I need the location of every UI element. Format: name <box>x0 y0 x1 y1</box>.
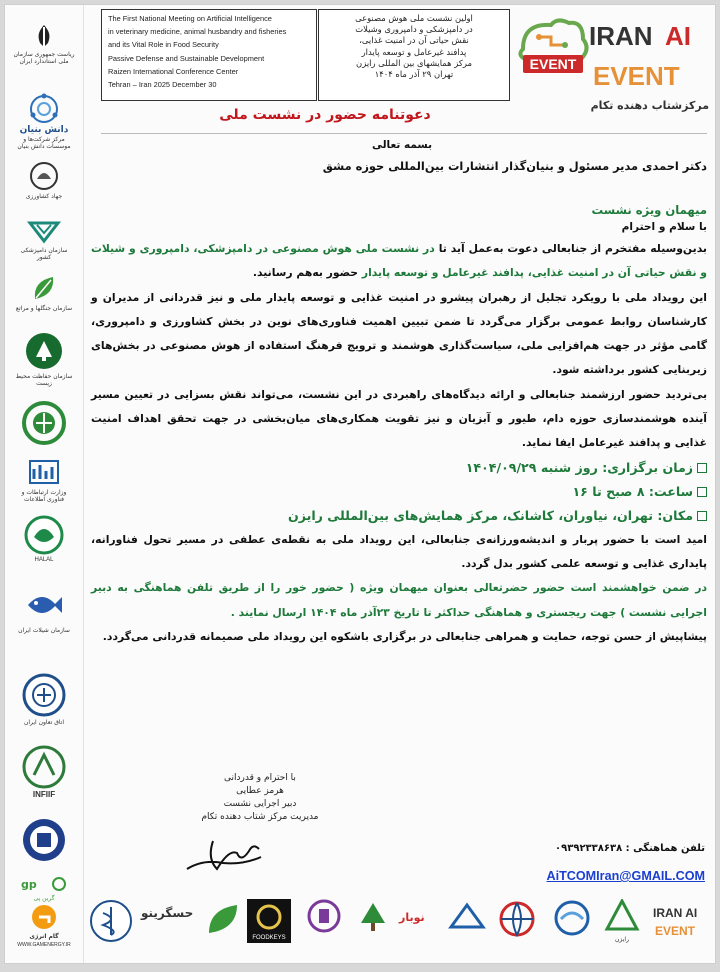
iran-ai-event-logo <box>517 15 713 97</box>
paragraph-impact: بی‌تردید حضور ارزشمند جنابعالی و ارائه دیدگاه‌های راهبردی در این نشست، می‌تواند نقش بسزایی در تعیین مسیر آینده هوشمندسازی حوزه دام، طیور و آبزیان و نیز تقویت همکاری‌های میان‌بخشی در جهت تحقق اهداف امنیت غذایی و پدافند غیرعامل ایفا نماید. <box>91 387 707 450</box>
recipient-line: دکتر احمدی مدیر مسئول و بنیان‌گذار انتشارات بین‌المللی حوزه مشق <box>322 159 707 173</box>
emblem-icon <box>31 23 57 49</box>
vet-caduceus-icon <box>89 899 133 943</box>
persian-line: نقش حیاتی آن در امنیت غذایی، <box>359 35 469 46</box>
event-venue: مکان: تهران، نیاوران، کاشانک، مرکز همایش‌های بین‌المللی رایزن <box>89 504 707 528</box>
english-line: The First National Meeting on Artificial Intelligence <box>108 14 272 23</box>
infiif-logo: INFIIF <box>13 745 75 798</box>
persian-event-box <box>318 9 510 101</box>
footer-sponsor-row <box>85 893 715 963</box>
english-line: Tehran – Iran 2025 December 30 <box>108 80 217 90</box>
signature-line: مدیریت مرکز شتاب دهنده تکام <box>201 812 319 822</box>
infiif-emblem-icon <box>22 745 66 789</box>
ict-emblem-icon <box>26 457 62 487</box>
paragraph-registration: در ضمن خواهشمند است حضور حضرتعالی بعنوان میهمان ویژه ( حضور خور را از طریق تلفن هماهنگی به دبیر اجرایی نشست ) جهت ریجستری و هماهنگی حداکثر تا تاریخ ۲۳آذر ماه ۱۴۰۴ ارسال نمایند . <box>91 581 707 619</box>
svg-text:EVENT: EVENT <box>655 924 696 938</box>
svg-text:IRAN AI: IRAN AI <box>653 906 698 920</box>
sponsor-logo-column <box>5 5 84 964</box>
footer-purple-logo <box>307 899 341 937</box>
checkbox-icon <box>697 463 707 473</box>
footer-blue-logo <box>447 899 487 939</box>
agriculture-emblem-logo <box>13 401 75 445</box>
jahad-emblem-icon <box>29 161 59 191</box>
jahad-logo: جهاد کشاورزی <box>13 161 75 200</box>
invitation-page <box>4 4 716 964</box>
shilat-logo: سازمان شیلات ایران <box>13 585 75 634</box>
persian-line: تهران ۲۹ آذر ماه ۱۴۰۴ <box>374 69 454 80</box>
checkbox-icon <box>697 511 707 521</box>
signature-line: دبیر اجرایی نشست <box>223 799 297 809</box>
leaf-icon <box>29 273 59 303</box>
cooperative-emblem-icon <box>22 673 66 717</box>
blue-emblem-icon <box>447 899 487 935</box>
english-line: Passive Defense and Sustainable Development <box>108 53 265 63</box>
brand-word-iran: IRAN <box>589 21 653 51</box>
wreath-icon <box>22 401 66 445</box>
footer-foodkeys-logo <box>247 899 291 947</box>
event-hours: ساعت: ۸ صبح تا ۱۶ <box>89 480 707 504</box>
paragraph-hope: امید است با حضور پربار و اندیشه‌ورزانه‌ی جنابعالی، این رویداد ملی به نقطه‌ی عطفی در مسیر تحول فناورانه، پایداری غذایی و توسعه علمی کشور بدل گردد. <box>91 532 707 570</box>
halal-emblem-icon <box>24 515 64 555</box>
invitation-title: دعوتنامه حضور در نشست ملی <box>219 107 431 123</box>
footer-tree-logo <box>355 899 391 939</box>
english-line: and its Vital Role in Food Security <box>108 40 219 50</box>
letter-body <box>89 139 715 649</box>
contact-email-link[interactable]: AiTCOMIran@GMAIL.COM <box>546 869 705 883</box>
greenpay-mark-icon <box>19 875 69 893</box>
footer-iran-ai-logo <box>651 901 713 945</box>
persian-line: در دامپزشکی و دامپروری وشیلات <box>355 24 473 35</box>
footer-hesgarino-logo: حسگرینو <box>141 906 194 920</box>
university-logo <box>13 817 75 863</box>
cooperative-chamber-logo: اتاق تعاون ایران <box>13 673 75 726</box>
signature-line: هرمز عطایی <box>236 786 284 796</box>
signature-line: با احترام و قدردانی <box>224 773 296 783</box>
brand-tagline: مرکزشتاب دهنده تکام <box>590 99 709 112</box>
handwritten-signature <box>183 829 273 877</box>
brand-word-event: EVENT <box>593 61 680 91</box>
daneshbonyan-logo: دانش بنیان مرکز شرکت‌ها و موسسات دانش بنیان <box>13 93 75 150</box>
environment-organization-logo: سازمان حفاظت محیط زیست <box>13 331 75 387</box>
event-badge-text: EVENT <box>529 56 577 72</box>
svg-text:gp: gp <box>21 878 37 891</box>
iran-ai-mini-icon <box>651 901 713 941</box>
persian-line: اولین نشست ملی هوش مصنوعی <box>355 13 473 23</box>
event-name-highlight: در نشست ملی هوش مصنوعی در دامپزشکی، دامپروری و شیلات و نقش حیاتی آن در امنیت غذایی، پدافند غیرعامل و توسعه پایدار <box>91 242 707 280</box>
tree-emblem-icon <box>355 899 391 935</box>
paragraph-invitation: بدین‌وسیله مفتخرم از جنابعالی دعوت به‌عمل آید تا در نشست ملی هوش مصنوعی در دامپزشکی، دامپروری و شیلات و نقش حیاتی آن در امنیت غذایی، پدافند غیرعامل و توسعه پایدار حضور به‌هم رسانید. <box>91 242 707 280</box>
footer-vet-logo <box>89 899 133 947</box>
gamenergy-logo: گام انرژی WWW.GAMENERGY.IR <box>13 903 75 949</box>
english-event-box <box>101 9 317 101</box>
bismillah: بسمه تعالی <box>371 139 433 151</box>
svg-text:FOODKEYS: FOODKEYS <box>252 935 286 941</box>
paragraph-purpose: این رویداد ملی با رویکرد تجلیل از رهبران پیشرو در امنیت غذایی و توسعه پایدار ملی و نیز قدردانی از مدیران و کارشناسان روابط عمومی برگزار می‌گردد تا ضمن تبیین اهمیت فناوری‌های نوین در بخش کشاورزی و دامپروری، گامی مؤثر در جهت هم‌افزایی ملی، سیاست‌گذاری هوشمند و ترویج فرهنگ استفاده از هوش مصنوعی در بخش‌های زیربنایی کشور برداشته شود. <box>91 290 707 377</box>
vet-emblem-icon <box>26 219 62 245</box>
halal-logo: HALAL <box>13 515 75 564</box>
footer-raizen-logo: رایزن <box>603 899 641 943</box>
natural-resources-logo: سازمان جنگلها و مراتع <box>13 273 75 312</box>
footer-leaf-logo <box>203 899 243 943</box>
iran-ai-event-brand <box>517 15 713 115</box>
vet-organization-logo: سازمان دامپزشکی کشور <box>13 219 75 261</box>
brand-word-ai: AI <box>665 21 691 51</box>
molecule-icon <box>27 93 61 125</box>
fish-icon <box>24 585 64 625</box>
footer-circle-logo <box>497 899 537 943</box>
ict-ministry-logo: وزارت ارتباطات و فناوری اطلاعات <box>13 457 75 503</box>
purple-emblem-icon <box>307 899 341 933</box>
header-divider <box>101 133 707 134</box>
greeting: با سلام و احترام <box>621 221 707 233</box>
environment-emblem-icon <box>24 331 64 371</box>
greenpay-logo: gp گرین پی <box>13 875 75 902</box>
persian-line: پدافند غیرعامل و توسعه پایدار <box>361 46 467 57</box>
event-date: زمان برگزاری: روز شنبه ۱۴۰۴/۰۹/۲۹ <box>89 456 707 480</box>
persian-line: مرکز همایشهای بین المللی رایزن <box>356 57 472 68</box>
english-line: Raizen International Conference Center <box>108 66 239 76</box>
checkbox-icon <box>697 487 707 497</box>
english-line: in veterinary medicine, animal husbandry and fisheries <box>108 27 287 37</box>
footer-novar-logo: نوبار <box>399 911 425 924</box>
wave-emblem-icon <box>553 899 591 937</box>
leaf-emblem-icon <box>203 899 243 939</box>
paragraph-thanks: پیشاپیش از حسن توجه، حمایت و همراهی جنابعالی در برگزاری باشکوه این رویداد ملی صمیمانه قدردانی می‌گردد. <box>102 629 707 643</box>
guest-label: میهمان ویژه نشست <box>591 203 707 217</box>
raizen-emblem-icon <box>603 899 641 931</box>
signature-block <box>185 772 335 824</box>
footer-raizen-blue-logo <box>553 899 591 941</box>
university-emblem-icon <box>21 817 67 863</box>
gamenergy-emblem-icon <box>27 903 61 931</box>
foodkeys-emblem-icon <box>247 899 291 943</box>
government-emblem-logo: ریاست جمهوری سازمان ملی استاندارد ایران <box>13 23 75 65</box>
contact-phone: تلفن هماهنگی : ۰۹۳۹۲۳۳۸۶۳۸ <box>555 843 705 854</box>
globe-emblem-icon <box>497 899 537 939</box>
